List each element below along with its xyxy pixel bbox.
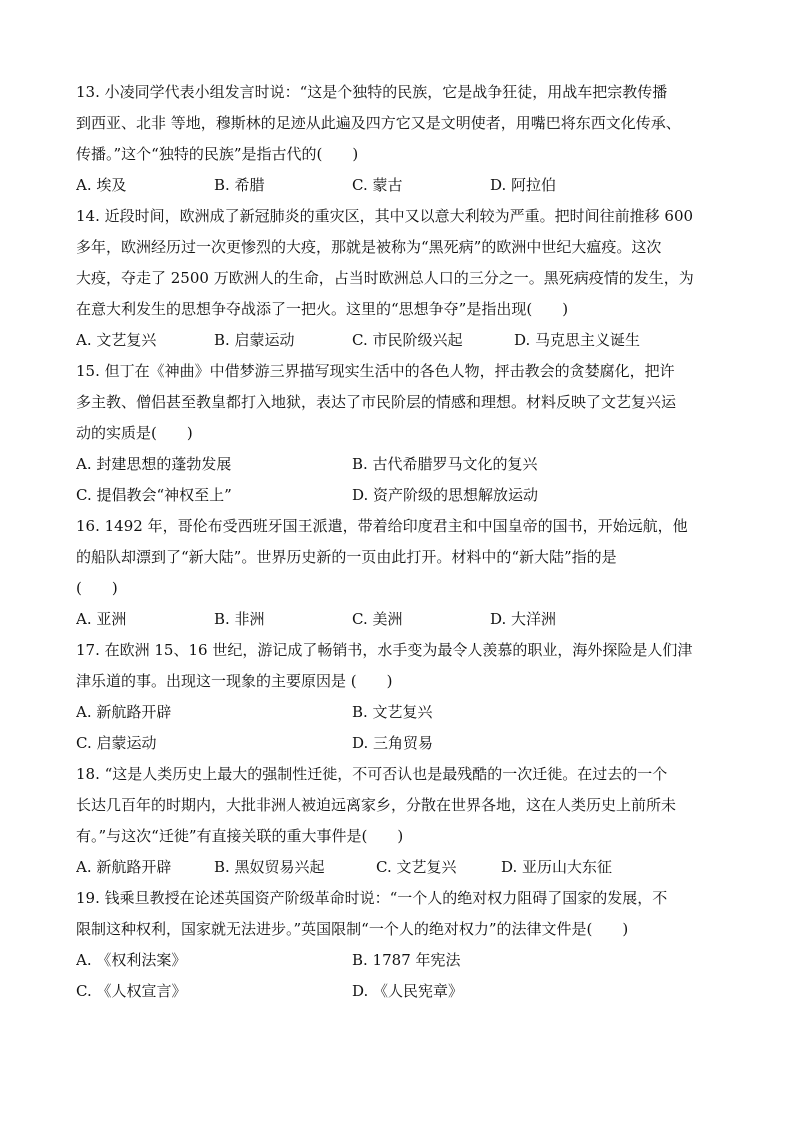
option-b: B. 黑奴贸易兴起: [214, 858, 325, 876]
option-b: B. 启蒙运动: [214, 331, 295, 349]
question-text-line: 有。”与这次“迁徙”有直接关联的重大事件是( ): [76, 827, 404, 845]
question-15: [76, 356, 716, 511]
question-text-line: 15. 但丁在《神曲》中借梦游三界描写现实生活中的各色人物，抨击教会的贪婪腐化，把许: [76, 362, 675, 380]
options-row: [76, 170, 716, 201]
exam-page: [76, 77, 716, 1007]
question-text-line: 的船队却漂到了“新大陆”。世界历史新的一页由此打开。材料中的“新大陆”指的是: [76, 548, 617, 566]
option-a: A. 埃及: [76, 176, 127, 194]
option-c: C. 《人权宣言》: [76, 982, 187, 1000]
option-b: B. 1787 年宪法: [352, 951, 461, 969]
option-b: B. 希腊: [214, 176, 265, 194]
question-text-line: 多主教、僧侣甚至教皇都打入地狱，表达了市民阶层的情感和理想。材料反映了文艺复兴运: [76, 393, 677, 411]
question-text-line: 到西亚、北非 等地，穆斯林的足迹从此遍及四方它又是文明使者，用嘴巴将东西文化传承、: [76, 114, 681, 132]
option-a: A. 亚洲: [76, 610, 127, 628]
option-c: C. 蒙古: [352, 176, 403, 194]
question-18: [76, 759, 716, 883]
options-row: [76, 728, 716, 759]
option-c: C. 美洲: [352, 610, 403, 628]
question-19: [76, 883, 716, 1007]
option-b: B. 非洲: [214, 610, 265, 628]
question-13: [76, 77, 716, 201]
question-text-line: 多年，欧洲经历过一次更惨烈的大疫，那就是被称为“黑死病”的欧洲中世纪大瘟疫。这次: [76, 238, 662, 256]
option-d: D. 大洋洲: [490, 610, 557, 628]
question-text-line: 津乐道的事。出现这一现象的主要原因是 ( ): [76, 672, 393, 690]
option-d: D. 《人民宪章》: [352, 982, 464, 1000]
question-text-line: 限制这种权利，国家就无法进步。”英国限制“一个人的绝对权力”的法律文件是( ): [76, 920, 629, 938]
question-text-line: ( ): [76, 579, 118, 597]
question-text-line: 19. 钱乘旦教授在论述英国资产阶级革命时说：“一个人的绝对权力阻碍了国家的发展，不: [76, 889, 668, 907]
option-c: C. 提倡教会“神权至上”: [76, 486, 232, 504]
options-row: [76, 325, 716, 356]
option-a: A. 《权利法案》: [76, 951, 187, 969]
option-a: A. 封建思想的蓬勃发展: [76, 455, 232, 473]
options-row: [76, 604, 716, 635]
option-b: B. 文艺复兴: [352, 703, 433, 721]
option-a: A. 新航路开辟: [76, 858, 172, 876]
question-text-line: 动的实质是( ): [76, 424, 193, 442]
question-text-line: 17. 在欧洲 15、16 世纪，游记成了畅销书，水手变为最令人羡慕的职业，海外探险是人们津: [76, 641, 693, 659]
option-d: D. 三角贸易: [352, 734, 434, 752]
option-d: D. 阿拉伯: [490, 176, 557, 194]
question-text-line: 长达几百年的时期内，大批非洲人被迫远离家乡，分散在世界各地，这在人类历史上前所未: [76, 796, 677, 814]
option-c: C. 启蒙运动: [76, 734, 157, 752]
question-text-line: 传播。”这个“独特的民族”是指古代的( ): [76, 145, 359, 163]
options-row: [76, 852, 716, 883]
option-d: D. 亚历山大东征: [501, 858, 613, 876]
options-row: [76, 480, 716, 511]
question-text-line: 13. 小凌同学代表小组发言时说：“这是个独特的民族，它是战争狂徒，用战车把宗教传播: [76, 83, 668, 101]
option-b: B. 古代希腊罗马文化的复兴: [352, 455, 538, 473]
option-a: A. 新航路开辟: [76, 703, 172, 721]
option-c: C. 文艺复兴: [376, 858, 457, 876]
options-row: [76, 697, 716, 728]
options-row: [76, 449, 716, 480]
option-a: A. 文艺复兴: [76, 331, 157, 349]
options-row: [76, 976, 716, 1007]
question-text-line: 大疫，夺走了 2500 万欧洲人的生命，占当时欧洲总人口的三分之一。黑死病疫情的发生，为: [76, 269, 694, 287]
option-d: D. 马克思主义诞生: [514, 331, 641, 349]
question-text-line: 18. “这是人类历史上最大的强制性迁徙，不可否认也是最残酷的一次迁徙。在过去的一个: [76, 765, 668, 783]
question-17: [76, 635, 716, 759]
question-14: [76, 201, 716, 356]
question-16: [76, 511, 716, 635]
option-d: D. 资产阶级的思想解放运动: [352, 486, 539, 504]
question-text-line: 16. 1492 年，哥伦布受西班牙国王派遣，带着给印度君主和中国皇帝的国书，开始远航，他: [76, 517, 688, 535]
question-text-line: 在意大利发生的思想争夺战添了一把火。这里的“思想争夺”是指出现( ): [76, 300, 569, 318]
question-text-line: 14. 近段时间，欧洲成了新冠肺炎的重灾区，其中又以意大利较为严重。把时间往前推移 600: [76, 207, 694, 225]
options-row: [76, 945, 716, 976]
option-c: C. 市民阶级兴起: [352, 331, 463, 349]
